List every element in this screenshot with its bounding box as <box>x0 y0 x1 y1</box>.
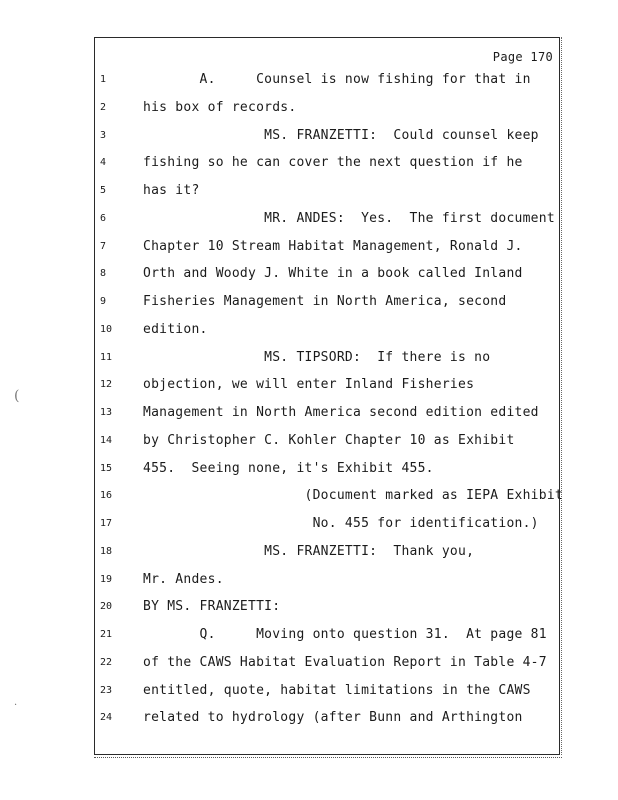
line-number: 10 <box>100 323 113 335</box>
line-number: 18 <box>100 545 113 557</box>
transcript-line-text: edition. <box>143 321 208 337</box>
transcript-line-text: No. 455 for identification.) <box>143 516 539 531</box>
transcript-line-text: Mr. Andes. <box>143 571 224 587</box>
transcript-line-text: BY MS. FRANZETTI: <box>143 599 281 615</box>
line-number: 24 <box>100 712 113 724</box>
transcript-line-text: (Document marked as IEPA Exhibit <box>143 488 563 504</box>
transcript-line-text: MS. FRANZETTI: Could counsel keep <box>143 127 539 143</box>
transcript-line-text: objection, we will enter Inland Fisheries <box>143 377 475 393</box>
line-number: 20 <box>100 601 113 613</box>
line-number: 4 <box>100 157 107 169</box>
transcript-line-text: entitled, quote, habitat limitations in the CAWS <box>143 682 531 698</box>
transcript-line-text: fishing so he can cover the next question if he <box>143 155 523 171</box>
line-number: 23 <box>100 684 113 696</box>
transcript-line-text: MS. TIPSORD: If there is no <box>143 349 491 365</box>
transcript-line-text: his box of records. <box>143 99 297 115</box>
margin-dot: · <box>14 700 18 711</box>
line-number: 13 <box>100 407 113 418</box>
transcript-line-text: A. Counsel is now fishing for that in <box>143 72 531 87</box>
transcript-line-text: Management in North America second edition edited <box>143 405 539 420</box>
transcript-line-text: Fisheries Management in North America, second <box>143 294 507 309</box>
line-number: 7 <box>100 240 107 252</box>
line-number: 11 <box>100 351 113 363</box>
line-number: 3 <box>100 129 107 141</box>
transcript-line-text: 455. Seeing none, it's Exhibit 455. <box>143 460 434 476</box>
line-number: 15 <box>100 462 113 474</box>
transcript-line-text: related to hydrology (after Bunn and Arthington <box>143 710 523 726</box>
line-number: 12 <box>100 379 113 391</box>
line-number: 22 <box>100 656 113 668</box>
line-number: 19 <box>100 573 113 585</box>
line-number: 8 <box>100 268 107 280</box>
line-number: 2 <box>100 101 107 113</box>
transcript-line-text: by Christopher C. Kohler Chapter 10 as Exhibit <box>143 432 515 448</box>
transcript-line-text: MR. ANDES: Yes. The first document <box>143 210 555 226</box>
transcript-line-text: of the CAWS Habitat Evaluation Report in Table 4-7 <box>143 654 547 670</box>
transcript-line-text: has it? <box>143 183 200 198</box>
transcript-page-frame <box>94 37 560 755</box>
page-right-edge <box>561 37 564 755</box>
transcript-line-text: Q. Moving onto question 31. At page 81 <box>143 627 547 642</box>
page-number-header: Page 170 <box>492 50 553 64</box>
line-number: 6 <box>100 212 107 224</box>
line-number: 21 <box>100 629 113 640</box>
transcript-line-text: MS. FRANZETTI: Thank you, <box>143 543 475 559</box>
transcript-line-text: Chapter 10 Stream Habitat Management, Ronald J. <box>143 238 523 254</box>
line-number: 14 <box>100 434 113 446</box>
line-number: 17 <box>100 518 113 529</box>
line-number: 1 <box>100 74 107 85</box>
line-number: 5 <box>100 185 107 196</box>
margin-smudge: ( <box>14 388 20 404</box>
transcript-line-text: Orth and Woody J. White in a book called Inland <box>143 266 523 282</box>
line-number: 9 <box>100 296 107 307</box>
line-number: 16 <box>100 490 113 502</box>
